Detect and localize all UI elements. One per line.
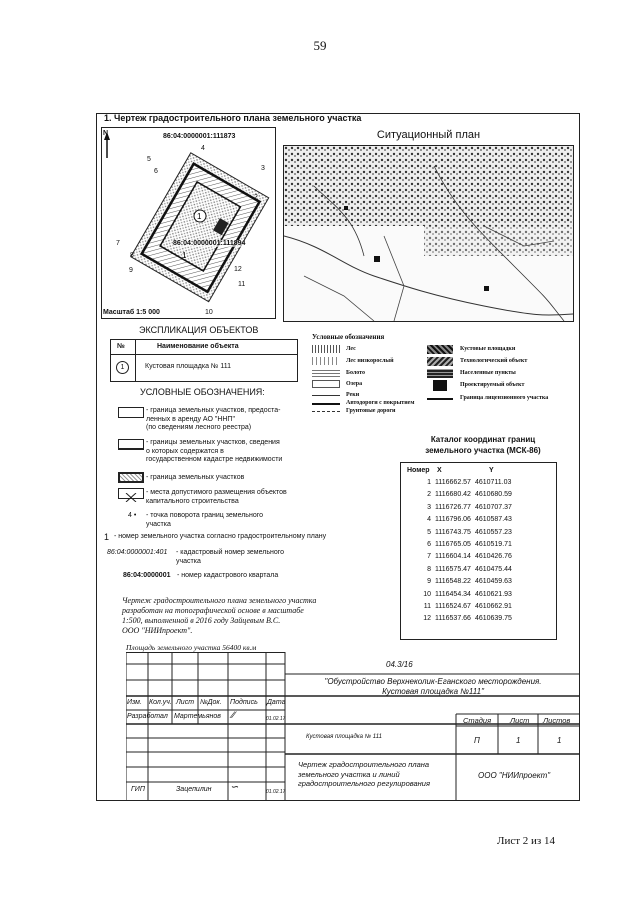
projected-object-swatch: [433, 380, 447, 391]
catalog-cell-num: 12: [423, 615, 431, 623]
stage-value: П: [474, 736, 480, 745]
catalog-header-num: Номер: [407, 466, 430, 474]
catalog-cell-y: 4610621.93: [474, 590, 512, 598]
situation-plan-title: Ситуационный план: [376, 129, 481, 141]
catalog-cell-x: 1116765.05: [435, 541, 471, 549]
dirt-road-line: [312, 411, 340, 413]
legend-item-6-symbol: 1: [104, 532, 110, 542]
lease-border-swatch: [118, 407, 144, 418]
col-sign: Подпись: [230, 699, 258, 706]
catalog-cell-num: 10: [423, 590, 431, 598]
stage-header: Стадия: [463, 716, 492, 725]
catalog-cell-y: 4610557.23: [474, 528, 512, 536]
explication-row-num: 1: [116, 361, 129, 374]
col-date: Дата: [267, 699, 286, 706]
catalog-row: [405, 538, 514, 550]
explication-divider: [135, 340, 136, 381]
sit-legend-rivers: Реки: [346, 392, 360, 398]
scale-label: Масштаб 1:5 000: [103, 309, 160, 316]
catalog-row: [405, 613, 514, 625]
catalog-cell-x: 1116662.57: [435, 479, 471, 487]
legend-item-7: - кадастровый номер земельного участка: [176, 549, 285, 565]
point-label-6: 6: [154, 168, 158, 175]
gip-date: 01.02.17: [266, 789, 286, 795]
developer-name: Мартемьянов: [174, 713, 221, 720]
catalog-cell-y: 4610459.63: [474, 578, 512, 586]
catalog-cell-num: 4: [427, 516, 431, 524]
sit-legend-swamp: Болото: [346, 370, 366, 376]
parcel-plan: [101, 127, 276, 319]
page-number: 59: [313, 38, 327, 53]
col-kol: Кол.уч.: [149, 699, 172, 706]
construction-area-swatch: [118, 488, 144, 499]
col-list: Лист: [176, 699, 195, 706]
catalog-cell-num: 3: [427, 503, 431, 511]
parcel-area: Площадь земельного участка 56400 кв.м: [126, 643, 257, 652]
point-label-3: 3: [261, 165, 265, 172]
settlement-swatch: [427, 369, 453, 378]
sit-legend-paved-roads: Автодороги с покрытием: [346, 400, 415, 406]
catalog-cell-num: 7: [427, 553, 431, 561]
catalog-cell-y: 4610587.43: [474, 516, 512, 524]
catalog-cell-y: 4610711.03: [474, 479, 512, 487]
point-label-8: 8: [130, 252, 134, 259]
gip-name: Зацепилин: [176, 786, 212, 793]
catalog-cell-x: 1116680.42: [435, 491, 471, 499]
catalog-header-x: X: [437, 466, 442, 474]
catalog-cell-x: 1116743.75: [435, 528, 471, 536]
legend-item-4: - места допустимого размещения объектов капитального строительства: [146, 489, 287, 505]
point-label-10: 10: [205, 309, 213, 316]
north-label: N: [103, 130, 109, 137]
catalog-table: [405, 464, 514, 625]
legend-item-1: - граница земельных участков, предоста- ленных в аренду АО "ННП" (по сведениям лесного реестра): [146, 407, 281, 431]
catalog-cell-y: 4610662.91: [474, 602, 512, 610]
point-label-7: 7: [116, 240, 120, 247]
legend-item-8: - номер кадастрового квартала: [177, 572, 279, 579]
catalog-row: [405, 514, 514, 526]
situation-map-drawing: [284, 146, 573, 321]
parcel-border-swatch: [118, 472, 144, 483]
catalog-row: [405, 588, 514, 600]
forest-swatch: [312, 345, 340, 353]
explication-table: [110, 339, 298, 382]
tech-object-swatch: [427, 357, 453, 366]
catalog-cell-num: 11: [423, 602, 431, 610]
catalog-cell-num: 2: [427, 491, 431, 499]
catalog-cell-x: 1116524.67: [435, 602, 471, 610]
low-forest-swatch: [312, 357, 340, 365]
developer-signature: ⁄⁄: [232, 710, 236, 720]
legend-item-5: - точка поворота границ земельного участка: [146, 512, 264, 528]
legend-title: УСЛОВНЫЕ ОБОЗНАЧЕНИЯ:: [140, 387, 265, 397]
explication-col-name: Наименование объекта: [157, 343, 239, 350]
catalog-cell-x: 1116604.14: [435, 553, 471, 561]
catalog-row: [405, 489, 514, 501]
svg-text:1: 1: [182, 251, 187, 260]
catalog-cell-y: 4610680.59: [474, 491, 512, 499]
point-label-4: 4: [201, 145, 205, 152]
catalog-row: [405, 476, 514, 488]
license-border-line: [427, 398, 453, 400]
catalog-cell-x: 1116575.47: [435, 565, 471, 573]
catalog-row: [405, 526, 514, 538]
catalog-cell-num: 5: [427, 528, 431, 536]
point-label-12: 12: [234, 266, 242, 273]
parcel-number-top: 86:04:0000001:111873: [163, 133, 236, 140]
catalog-row: [405, 501, 514, 513]
catalog-cell-x: 1116548.22: [435, 578, 471, 586]
col-doc: №Док.: [200, 699, 222, 706]
legend-item-8-symbol: 86:04:0000001: [123, 572, 171, 579]
catalog-cell-num: 6: [427, 541, 431, 549]
situation-map: [283, 145, 574, 322]
catalog-title: Каталог координат границ земельного участка (МСК-86): [425, 435, 541, 455]
catalog-cell-num: 8: [427, 565, 431, 573]
drawing-title: Чертеж градостроительного плана земельного участка и линий градостроительного регулирования: [298, 760, 430, 788]
legend-item-5-symbol: 4 •: [128, 512, 137, 519]
cadastre-border-swatch: [118, 439, 144, 450]
catalog-cell-num: 1: [427, 479, 431, 487]
svg-text:1: 1: [197, 212, 202, 221]
explication-row-divider: [111, 354, 297, 355]
sit-legend-dirt-roads: Грунтовые дороги: [346, 408, 396, 414]
legend-item-3: - граница земельных участков: [146, 474, 245, 481]
organization: ООО "НИИпроект": [478, 771, 551, 780]
parcel-number-mid: 86:04:0000001:111894: [173, 240, 246, 247]
catalog-cell-y: 4610707.37: [474, 503, 512, 511]
catalog-cell-x: 1116796.06: [435, 516, 471, 524]
catalog-cell-y: 4610475.44: [474, 565, 512, 573]
catalog-table-box: [400, 462, 557, 640]
object-name: Кустовая площадка № 111: [306, 734, 382, 740]
catalog-header-y: Y: [488, 466, 494, 474]
sheet-header: Лист: [510, 716, 530, 725]
point-label-2: 2: [254, 194, 258, 201]
point-label-5: 5: [147, 156, 151, 163]
title-block: [126, 652, 580, 801]
river-line: [312, 395, 340, 396]
swamp-swatch: [312, 369, 340, 377]
sit-legend-tech-object: Технологический объект: [460, 358, 528, 364]
col-izm: Изм.: [127, 699, 142, 706]
project-name: "Обустройство Верхнеколик-Еганского месторождения. Кустовая площадка №111": [324, 677, 542, 696]
sit-legend-license-border: Граница лицензионного участка: [460, 395, 549, 401]
catalog-cell-num: 9: [427, 578, 431, 586]
sit-legend-lakes: Озера: [346, 381, 363, 387]
catalog-row: [405, 551, 514, 563]
catalog-cell-x: 1116537.66: [435, 615, 471, 623]
legend-item-7-symbol: 86:04:0000001:401: [107, 549, 168, 556]
sheet-value: 1: [516, 736, 521, 745]
explication-row-name: Кустовая площадка № 111: [145, 363, 232, 370]
topo-note: Чертеж градостроительного плана земельного участка разработан на топографической основе в масштабе 1:500, выполненной в 2016 году Зайцевым В.С. ООО "НИИпроект".: [122, 596, 317, 635]
sit-legend-projected: Проектируемый объект: [460, 382, 525, 388]
catalog-cell-y: 4610426.76: [474, 553, 512, 561]
point-label-11: 11: [238, 281, 246, 288]
catalog-row: [405, 576, 514, 588]
explication-col-num: №: [117, 343, 125, 350]
sheets-value: 1: [557, 736, 562, 745]
catalog-cell-x: 1116726.77: [435, 503, 471, 511]
gip-signature: ∽: [230, 782, 239, 793]
sit-legend-well-pads: Кустовые площадки: [460, 346, 516, 352]
developed-label: Разработал: [127, 713, 168, 720]
catalog-cell-x: 1116454.34: [435, 590, 471, 598]
gip-label: ГИП: [131, 786, 145, 793]
catalog-row: [405, 600, 514, 612]
situation-legend-title: Условные обозначения: [312, 333, 385, 341]
section-title: 1. Чертеж градостроительного плана земельного участка: [104, 113, 362, 123]
project-code: 04.3/16: [386, 660, 413, 669]
sheets-header: Листов: [543, 716, 571, 725]
catalog-cell-y: 4610519.71: [474, 541, 512, 549]
developer-date: 01.02.17: [266, 716, 286, 722]
catalog-cell-y: 4610639.75: [474, 615, 512, 623]
sheet-footer: Лист 2 из 14: [497, 835, 556, 847]
sit-legend-low-forest: Лес низкорослый: [346, 358, 394, 364]
parcel-plan-drawing: [102, 128, 275, 318]
sit-legend-settlements: Населенные пункты: [460, 370, 516, 376]
legend-item-2: - границы земельных участков, сведения о которых содержатся в государственном кадастре недвижимости: [146, 439, 283, 463]
lake-swatch: [312, 380, 340, 388]
paved-road-line: [312, 403, 340, 405]
sit-legend-forest: Лес: [346, 346, 356, 352]
point-label-9: 9: [129, 267, 133, 274]
cross-icon: [119, 493, 143, 502]
catalog-row: [405, 563, 514, 575]
legend-item-6: - номер земельного участка согласно градостроительному плану: [114, 533, 327, 540]
explication-title: ЭКСПЛИКАЦИЯ ОБЪЕКТОВ: [139, 325, 259, 335]
well-pad-swatch: [427, 345, 453, 354]
